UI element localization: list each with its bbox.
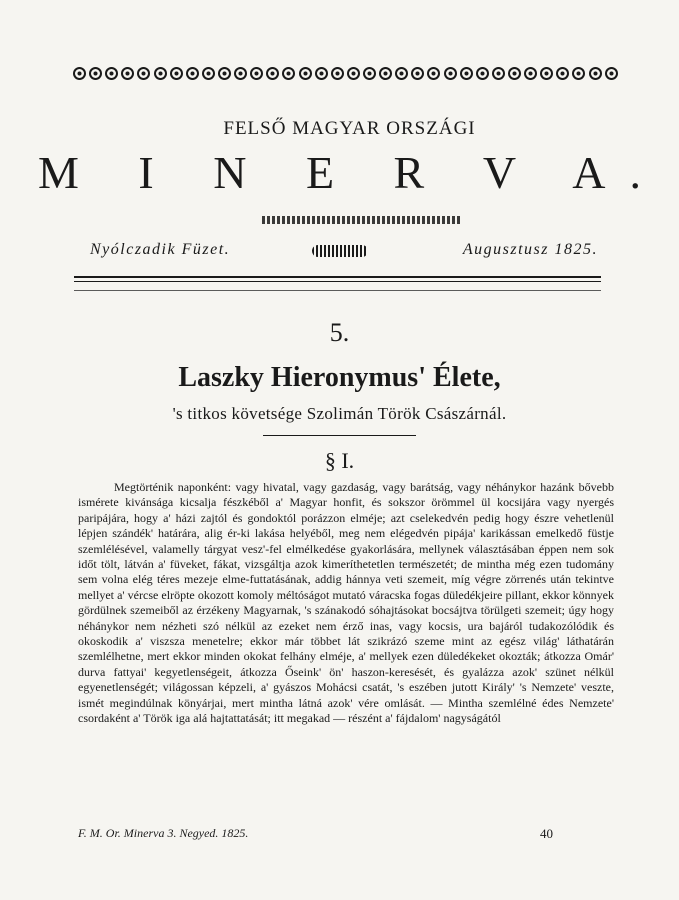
header-rule (74, 290, 601, 291)
journal-subtitle: FELSŐ MAGYAR ORSZÁGI (223, 118, 476, 139)
title-ornament (262, 216, 462, 224)
issue-number: Nyólczadik Füzet. (90, 241, 231, 258)
article-number: 5. (329, 318, 350, 347)
issue-date: Augusztusz 1825. (462, 241, 598, 258)
footer-signature: F. M. Or. Minerva 3. Negyed. 1825. (78, 826, 249, 840)
issue-ornament (312, 245, 368, 257)
article-body (78, 480, 614, 727)
header-rule (74, 281, 601, 282)
article-subtitle: 's titkos követsége Szolimán Török Császárnál. (172, 404, 507, 423)
top-ornament-border (73, 64, 618, 82)
issue-line (90, 241, 598, 265)
header-rule (74, 276, 601, 278)
journal-title: M I N E R V A. (38, 147, 665, 198)
section-divider (263, 435, 416, 436)
body-paragraph: Megtörténik naponként: vagy hivatal, vagy gazdaság, vagy barátság, vagy néhánykor hazánk bővebb ismérete kivánsága kicsalja fészkéből a' Magyar honfit, és sokszor örömmel ül kocsijára vagy nyergés paripájára, hogy a' házi zajtól és gondoktól porázzon elméje; azt cselekedvén pedig hogy észre vehetlenül lépjen szándék' határára, alig ér-ki lakása helyéből, meg nem elégedvén pipája' karikássan emelkedő füstje szemlélésével, valamelly tárgyat vesz'-fel elmélkedése gyakorlására, mellynek választásában éppen nem sok időt tölt, látván a' füveket, fákat, vizsgáltja azok kimeríthetetlen természetét; de mintha még ezen tudomány sem volna elég téres mezeje elme-futtatásának, addig hánnya veti szemeit, míg végre zörrenés után tekintve mellyet a' vércse elröpte okozott komoly méltóságot mutató váracska fogas düledékjeire pillant, ekkor könnyek gördülnek szemeiből az érzékeny Magyarnak, 's szánakodó sóhajtásokat bocsájtva törülgeti szemeit; úgy hogy néhánykor nem nézheti szó nélkül az ezeket nem érző inas, vagy kocsis, ura bajáról tudakozólódik és okoskodik a' viszsza menetelre; ekkor már többet lát szikrázó szeme mint az egész világ' láthatárán szemlélhetne, mert ekkor minden okokat felhány elméje, a' mellyek ezen düledékeket okozták; átkozza Omár' durva fattyai' kegyetlenségeit, átkozza Őseink' ön' haszon-keresését, és gyalázza azok' szünet nélkül egyenetlenségét; világossan képzeli, a' gyászos Mohácsi csatát, 's eszében jutott Király' 's Nemzete' veszte, ismét megindúlnak könyárjai, mert mintha látná azok' vére omlását. — Mintha szemlélné édes Nemzete' csordaként a' Török iga alá hajtattatását; itt megakad — részént a' fájdalom' nagyságától (78, 480, 614, 726)
page-number: 40 (540, 826, 553, 841)
section-heading: § I. (324, 448, 355, 473)
article-title: Laszky Hieronymus' Élete, (178, 362, 501, 393)
